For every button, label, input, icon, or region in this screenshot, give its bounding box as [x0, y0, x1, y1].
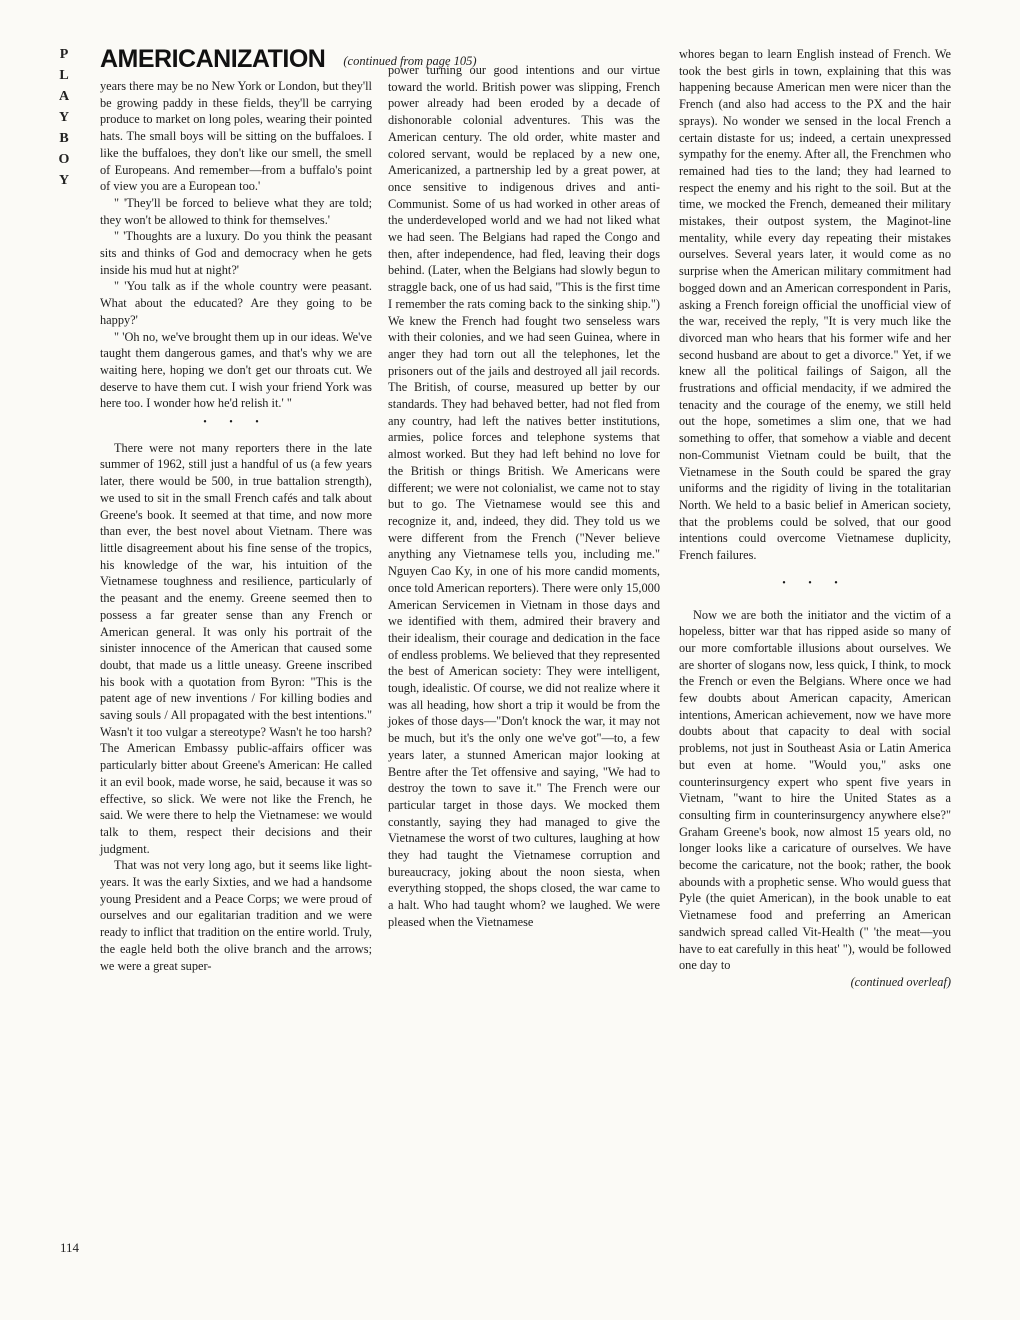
paragraph: " 'They'll be forced to believe what they are told; they won't be allowed to think for themselves.' — [100, 195, 372, 227]
paragraph: " 'Thoughts are a luxury. Do you think the peasant sits and thinks of God and democracy when he gets inside his mud hut at night?' — [100, 229, 372, 277]
magazine-letter: L — [59, 68, 69, 83]
magazine-letter: A — [58, 89, 70, 104]
magazine-letter: O — [58, 152, 70, 167]
text-column-2 — [388, 62, 660, 931]
magazine-letter: Y — [58, 173, 70, 188]
magazine-letter: B — [59, 131, 69, 146]
magazine-letter: Y — [58, 110, 70, 125]
paragraph: There were not many reporters there in the late summer of 1962, still just a handful of us (a few years later, there would be 500, in true battalion strength), we used to sit in the small French cafés and talk about Greene's book. It seemed at that time, and now more than ever, the best novel about Vietnam. There was little disagreement about his fine sense of the tropics, his knowledge of the war, his intuition of the Vietnamese toughness and resilience, particularly of the peasant and the enemy. Greene seemed then to possess a far greater sense than any French or American general. It was only his portrait of the sinister innocence of the American that caused some doubt, that made us a little uneasy. Greene inscribed his book with a quotation from Byron: "This is the patent age of new inventions / For killing bodies and saving souls / All propagated with the best intentions." Wasn't it too vulgar a stereotype? Wasn't he too harsh? The American Embassy public-affairs officer was particularly bitter about Greene's American: He called it an evil book, made worse, he said, because it was so effective, so slick. We were not like the French, he said. We were there to help the Vietnamese: we would talk to them, respect their decisions and their judgment. — [100, 440, 372, 856]
paragraph: Now we are both the initiator and the victim of a hopeless, bitter war that has ripped aside so many of our more comfortable illusions about ourselves. We are shorter of slogans now, less quick, I think, to mock the French or even the Belgians. Where once we had few doubts about American capacity, American intentions, American achievement, now we have more doubts about that capacity to deal with social problems, not just in Southeast Asia or Latin America but even at home. "Would you," asks one counterinsurgency expert who spent five years in Vietnam, "want to hire the United States as a consulting firm in counterinsurgency anywhere else?" Graham Greene's book, now almost 15 years old, no longer looks like a caricature of ourselves. We have become the caricature, not the book; rather, the book abounds with a prophetic sense. Who would guess that Pyle (the quiet American), in the book unable to eat Vietnamese food and preferring an American sandwich spread called Vit-Health (" 'the meat—you have to eat carefully in this heat' "), would be followed one day to — [679, 607, 951, 973]
paragraph: " 'You talk as if the whole country were peasant. What about the educated? Are they going to be happy?' — [100, 279, 372, 327]
page-number: 114 — [60, 1240, 80, 1255]
paragraph: years there may be no New York or London, but they'll be growing paddy in these fields, they'll be carrying produce to market on long poles, wearing their pointed hats. The small boys will be sitting on the buffaloes. I like the buffaloes, they don't like our smell, the smell of Europeans. And remember—from a buffalo's point of view you are a European too.' — [100, 79, 372, 194]
text-column-3 — [679, 46, 951, 991]
section-break: • • • — [782, 577, 848, 589]
magazine-name-vertical — [56, 44, 72, 191]
article-title: AMERICANIZATION — [100, 45, 326, 73]
continued-from-note: (continued from page 105) — [343, 54, 477, 68]
paragraph: power turning our good intentions and our virtue toward the world. British power was slipping, French power already had been eroded by a decade of dishonorable colonial adventures. This was the American century. The old order, white master and colored servant, would be replaced by a new one, Americanized, a partnership led by a great power, at once sensitive to indigenous drives and anti-Communist. Some of us had worked in other areas of the underdeveloped world and we had not liked what we had seen. The Belgians had raped the Congo and then, after independence, had fled, leaving their dogs behind. (Later, when the Belgians had slowly begun to straggle back, one of us had said, "This is the first time I remember the rats coming back to the sinking ship.") We knew the French had fought two senseless wars with their colonies, and we had seen Guinea, where in anger they had torn out all the telephones, let the prisoners out of the jails and destroyed all jail records. The British, of course, measured up better by our standards. They had behaved better, had not fled from any country, had left the natives better institutions, armies, police forces and telephone systems that almost worked. But they had left behind no love for the British or things British. We Americans were different; we were not colonialist, we came not to stay but to go. The Vietnamese would see this and recognize it, and, indeed, they did. They told us we were different from the French ("Never believe anything any Vietnamese tells you, including me." Nguyen Cao Ky, in one of his more candid moments, once told American reporters). There were only 15,000 American Servicemen in Vietnam in those days and we identified with them, admired their bravery and their idealism, their courage and dedication in the face of endless problems. We believed that they represented the best of American society: They were intelligent, tough, idealistic. Of course, we did not realize where it was all heading, how short a trip it would be from the jokes of those days—"Don't knock the war, it may not be much, but it's the only one we've got"—to, a few years later, a stunned American major looking at Bentre after the Tet offensive and saying, "We had to destroy the town to save it." The French were our particular target in those days. We mocked them constantly, saying they had managed to give the Vietnamese the worst of two cultures, laughing at how they had taught the Vietnamese corruption and bureaucracy, joking about the noon siesta, when everything stopped, the shops closed, the war came to a halt. Who had taught whom? we laughed. We were pleased when the Vietnamese — [388, 63, 660, 929]
paragraph: whores began to learn English instead of French. We took the best girls in town, explaining that this was happening because American men were nicer than the French (and also had access to the PX and the hair sprays). No wonder we sensed in the local French a certain distaste for us; indeed, a certain unexpressed sympathy for the enemy. After all, the Frenchmen who remained had ties to the land; they had learned to respect the enemy and his right to the soil. But at the time, we mocked the French, demeaned their military mistakes, their outpost system, the Maginot-line mentality, while every day repeating their mistakes ourselves. Several years later, it would come as no surprise when the American military commitment had bogged down and an American correspondent in Paris, asking a French foreign official the unofficial view of the war, received the reply, "It is very much like the divorced man who hears that his former wife and her second husband are about to get a divorce." Yet, if we knew all the political failings of Saigon, all the frustrations and official mendacity, if we admired the tenacity and the courage of the enemy, we still held out the hope, sometimes a slim one, that we had something to offer, that somehow a viable and decent non-Communist Vietnam could be built, that the Vietnamese in the South could be spared the gray uniforms and the rigidity of living in the totalitarian North. We held to a basic belief in American society, that the problems could be solved, that our good intentions could overcome Vietnamese duplicity, French failures. — [679, 47, 951, 563]
continued-overleaf-note: (continued overleaf) — [850, 974, 951, 989]
magazine-letter: P — [59, 47, 69, 62]
text-column-1 — [100, 78, 372, 974]
section-break: • • • — [203, 417, 269, 429]
paragraph: That was not very long ago, but it seems like light-years. It was the early Sixties, and we had a handsome young President and a Peace Corps; we were proud of ourselves and our egalitarian tradition and we were ready to inflict that tradition on the entire world. Truly, the eagle held both the olive branch and the arrows; we were a great super- — [100, 858, 372, 973]
paragraph: " 'Oh no, we've brought them up in our ideas. We've taught them dangerous games, and that's why we are waiting here, hoping we don't get our throats cut. We deserve to have them cut. I wish your friend York was here too. I wonder how he'd relish it.' " — [100, 329, 372, 411]
